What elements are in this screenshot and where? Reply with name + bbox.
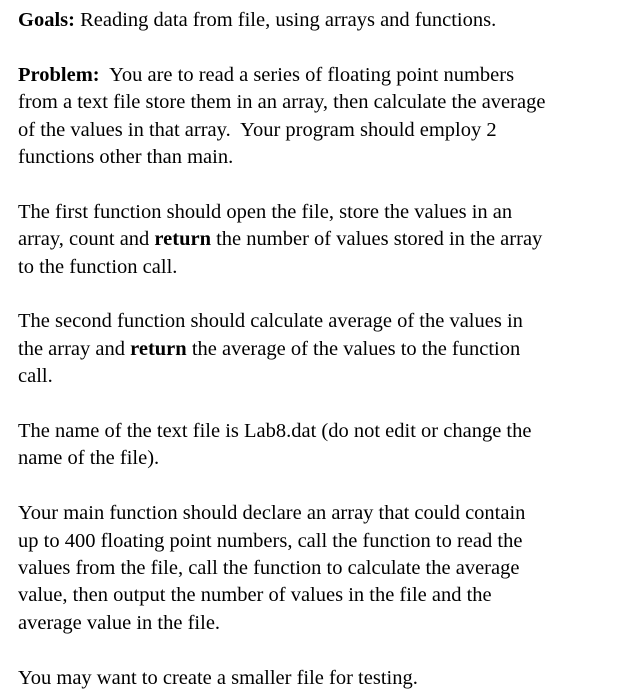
goals-text: Reading data from file, using arrays and functions.: [74, 9, 497, 31]
main-function-line-2: up to 400 floating point numbers, call the function to read the: [18, 529, 523, 552]
file-name-line-2: name of the file).: [18, 447, 160, 470]
paragraph-gap: [18, 34, 630, 61]
main-function-line-3: values from the file, call the function to calculate the average: [18, 557, 520, 580]
main-function-line-5: average value in the file.: [18, 611, 221, 634]
file-name-paragraph: [18, 418, 630, 473]
first-function-return-keyword: return: [154, 228, 211, 251]
second-function-paragraph: [18, 308, 630, 390]
file-name-line-1: The name of the text file is Lab8.dat (do not edit or change the: [18, 420, 532, 443]
second-function-line-1: The second function should calculate average of the values in: [18, 310, 523, 333]
first-function-line-3: to the function call.: [18, 255, 178, 278]
second-function-line-3: call.: [18, 365, 53, 388]
main-function-line-4: value, then output the number of values in the file and the: [18, 584, 492, 607]
second-function-line-2: [18, 336, 630, 363]
paragraph-gap: [18, 637, 630, 664]
goals-paragraph: [18, 7, 630, 34]
first-function-line-1: The first function should open the file, store the values in an: [18, 200, 513, 223]
problem-text-1: You are to read a series of floating point numbers: [99, 63, 515, 86]
testing-line-1: You may want to create a smaller file for testing.: [18, 666, 418, 689]
problem-line-4: functions other than main.: [18, 146, 234, 169]
second-function-return-keyword: return: [130, 337, 187, 360]
first-function-paragraph: [18, 199, 630, 281]
paragraph-gap: [18, 391, 630, 418]
second-function-line-2-pre: the array and: [18, 337, 131, 360]
goals-label: Goals:: [18, 9, 75, 31]
problem-paragraph: [18, 62, 630, 172]
first-function-line-2: [18, 226, 630, 253]
goals-line: [18, 7, 630, 34]
problem-line-3: of the values in that array. Your program should employ 2: [18, 118, 497, 141]
testing-paragraph: [18, 665, 630, 692]
problem-line-1: [18, 62, 630, 89]
paragraph-gap: [18, 171, 630, 198]
main-function-paragraph: [18, 500, 630, 637]
paragraph-gap: [18, 473, 630, 500]
second-function-line-2-post: the average of the values to the function: [186, 337, 521, 360]
first-function-line-2-pre: array, count and: [18, 228, 155, 251]
paragraph-gap: [18, 281, 630, 308]
assignment-document: [18, 7, 630, 692]
main-function-line-1: Your main function should declare an array that could contain: [18, 502, 526, 525]
problem-label: Problem:: [18, 63, 100, 86]
first-function-line-2-post: the number of values stored in the array: [210, 228, 543, 251]
problem-line-2: from a text file store them in an array, then calculate the average: [18, 91, 546, 114]
